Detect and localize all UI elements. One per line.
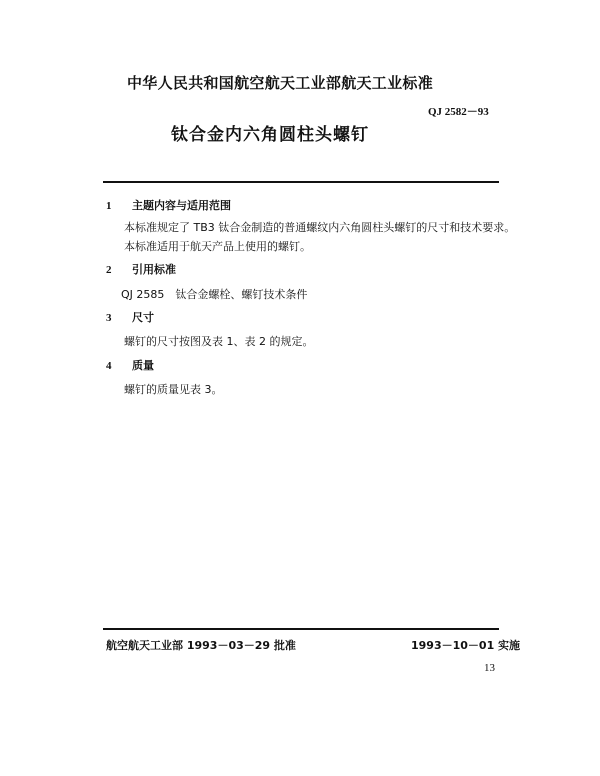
standard-code: QJ 2582－93 (428, 106, 489, 118)
paragraph: 本标准规定了 TB3 钛合金制造的普通螺纹内六角圆柱头螺钉的尺寸和技术要求。 (124, 221, 516, 234)
document-title: 钛合金内六角圆柱头螺钉 (171, 125, 369, 145)
header-rule (103, 181, 499, 183)
approval-date: 航空航天工业部 1993－03－29 批准 (106, 639, 296, 652)
issuing-organization: 中华人民共和国航空航天工业部航天工业标准 (127, 74, 434, 92)
section-heading-2: 2 引用标准 (106, 263, 176, 276)
section-heading-4: 4 质量 (106, 359, 154, 372)
footer-rule (103, 628, 499, 630)
section-heading-1: 1 主题内容与适用范围 (106, 199, 231, 212)
paragraph: QJ 2585 钛合金螺栓、螺钉技术条件 (121, 288, 308, 301)
paragraph: 螺钉的质量见表 3。 (124, 383, 223, 396)
paragraph: 螺钉的尺寸按图及表 1、表 2 的规定。 (124, 335, 314, 348)
effective-date: 1993－10－01 实施 (411, 639, 521, 652)
page-number: 13 (484, 662, 495, 674)
section-heading-3: 3 尺寸 (106, 311, 154, 324)
paragraph: 本标准适用于航天产品上使用的螺钉。 (124, 240, 311, 253)
